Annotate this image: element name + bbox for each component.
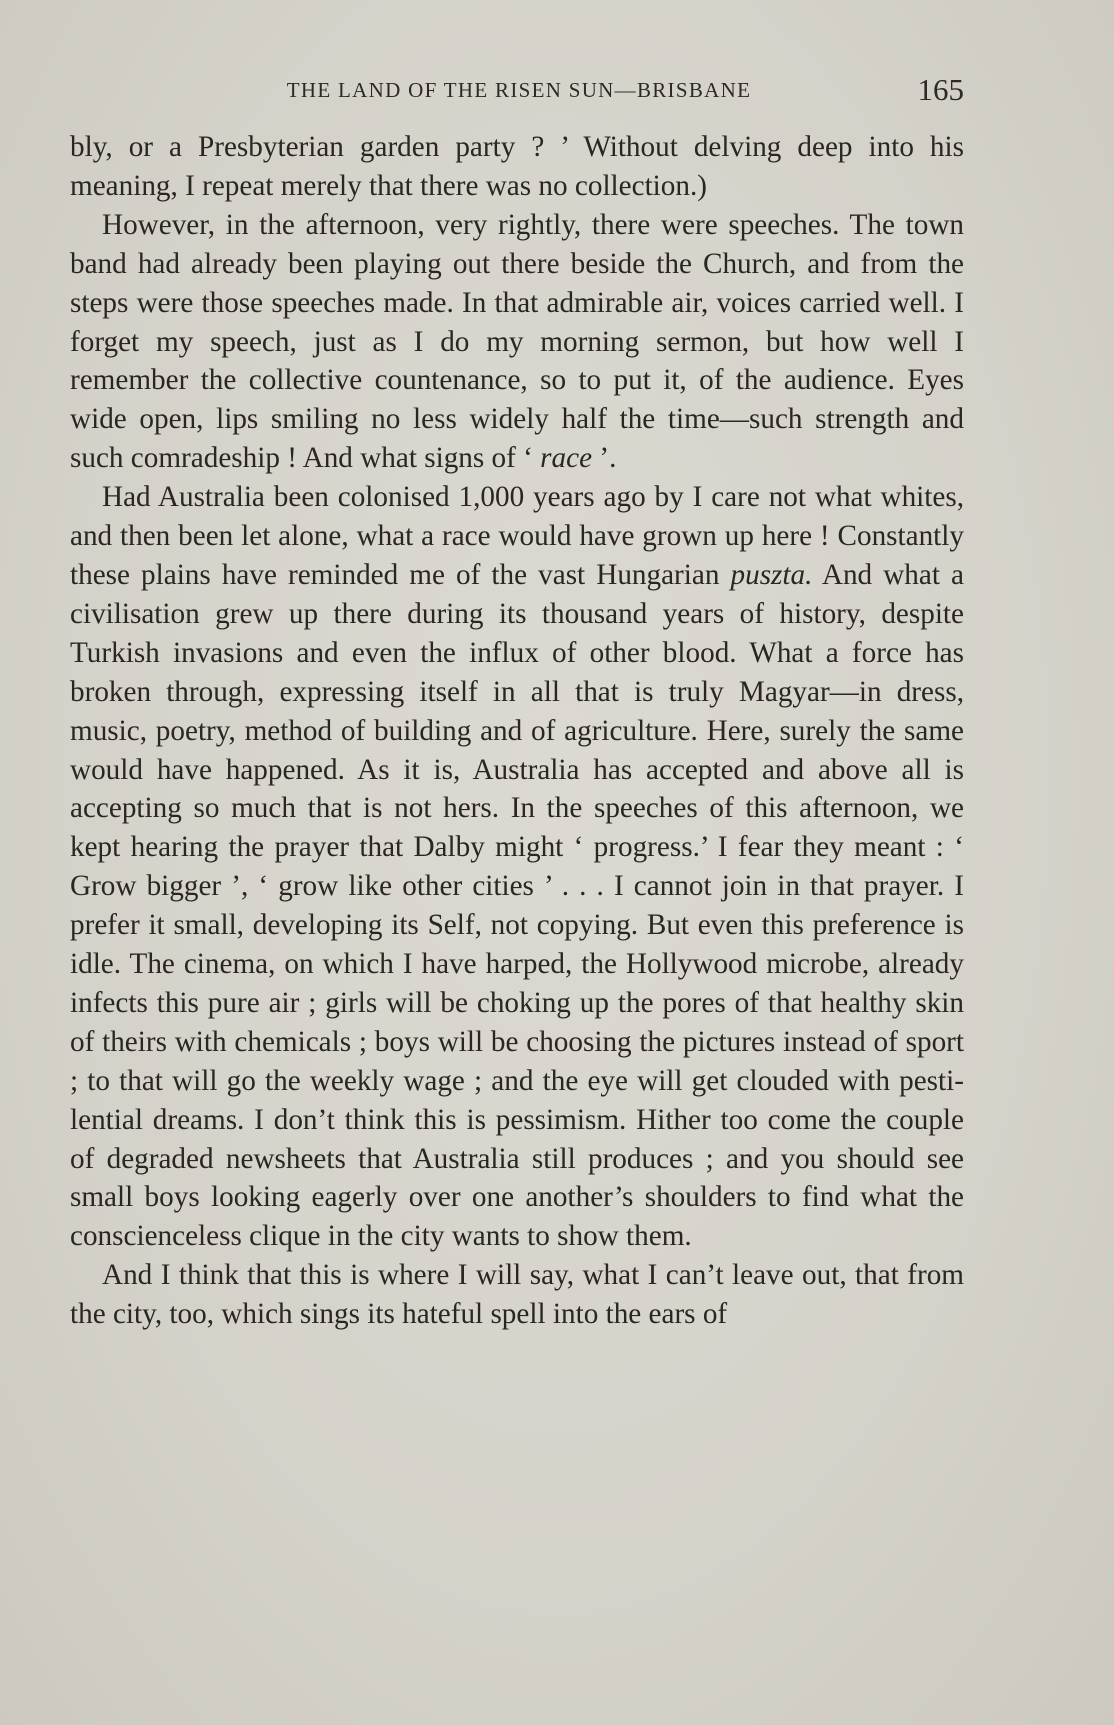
paragraph [70,128,964,206]
text-run: ’. [592,442,617,475]
text-run: Had Australia been colonised 1,000 years ago by I care not what whites, and then been let alone, what a race would have grown up here ! Constantly these plains have reminded me of the vast Hungarian [70,481,964,591]
text-run: bly, or a Presbyterian garden party ? ’ Without delving deep into his meaning, I repeat merely that there was no collection.) [70,131,964,202]
paragraph [70,478,964,1256]
italic-text: puszta. [730,558,813,591]
text-run: And I think that this is where I will say, what I can’t leave out, that from the city, too, which sings its hateful spell into the ears of [70,1259,964,1331]
running-head [74,72,964,108]
page-number: 165 [917,72,964,107]
body-text [70,128,964,1334]
running-title: THE LAND OF THE RISEN SUN—BRISBANE [286,78,752,102]
italic-text: race [540,442,593,475]
paragraph [70,206,964,478]
paragraph [70,1256,964,1334]
text-run: And what a civilisation grew up there during its thousand years of history, despite Turkish invasions and even the influx of other blood. What a force has broken through, expressing itself in all that is truly Magyar—in dress, music, poetry, method of building and of agriculture. Here, surely the same would have happened. As it is, Australia has accepted and above all is accepting so much that is not hers. In the speeches of this afternoon, we kept hearing the prayer that Dalby might ‘ progress.’ I fear they meant : ‘ Grow bigger ’, ‘ grow like other cities ’ . . . I cannot join in that prayer. I prefer it small, developing its Self, not copying. But even this preference is idle. The cinema, on which I have harped, the Hollywood microbe, already infects this pure air ; girls will be choking up the pores of that healthy skin of theirs with chemicals ; boys will be choosing the pictures instead of sport ; to that will go the weekly wage ; and the eye will get clouded with pestilential dreams. I don’t think this is pessimism. Hither too come the couple of degraded newsheets that Australia still produces ; and you should see small boys looking eagerly over one another’s shoulders to find what the conscienceless clique in the city wants to show them. [70,558,964,1253]
text-run: However, in the afternoon, very rightly, there were speeches. The town band had already been playing out there beside the Church, and from the steps were those speeches made. In that admirable air, voices carried well. I forget my speech, just as I do my morning sermon, but how well I remember the collective countenance, so to put it, of the audience. Eyes wide open, lips smiling no less widely half the time—such strength and such comradeship ! And what signs of ‘ [70,208,964,475]
